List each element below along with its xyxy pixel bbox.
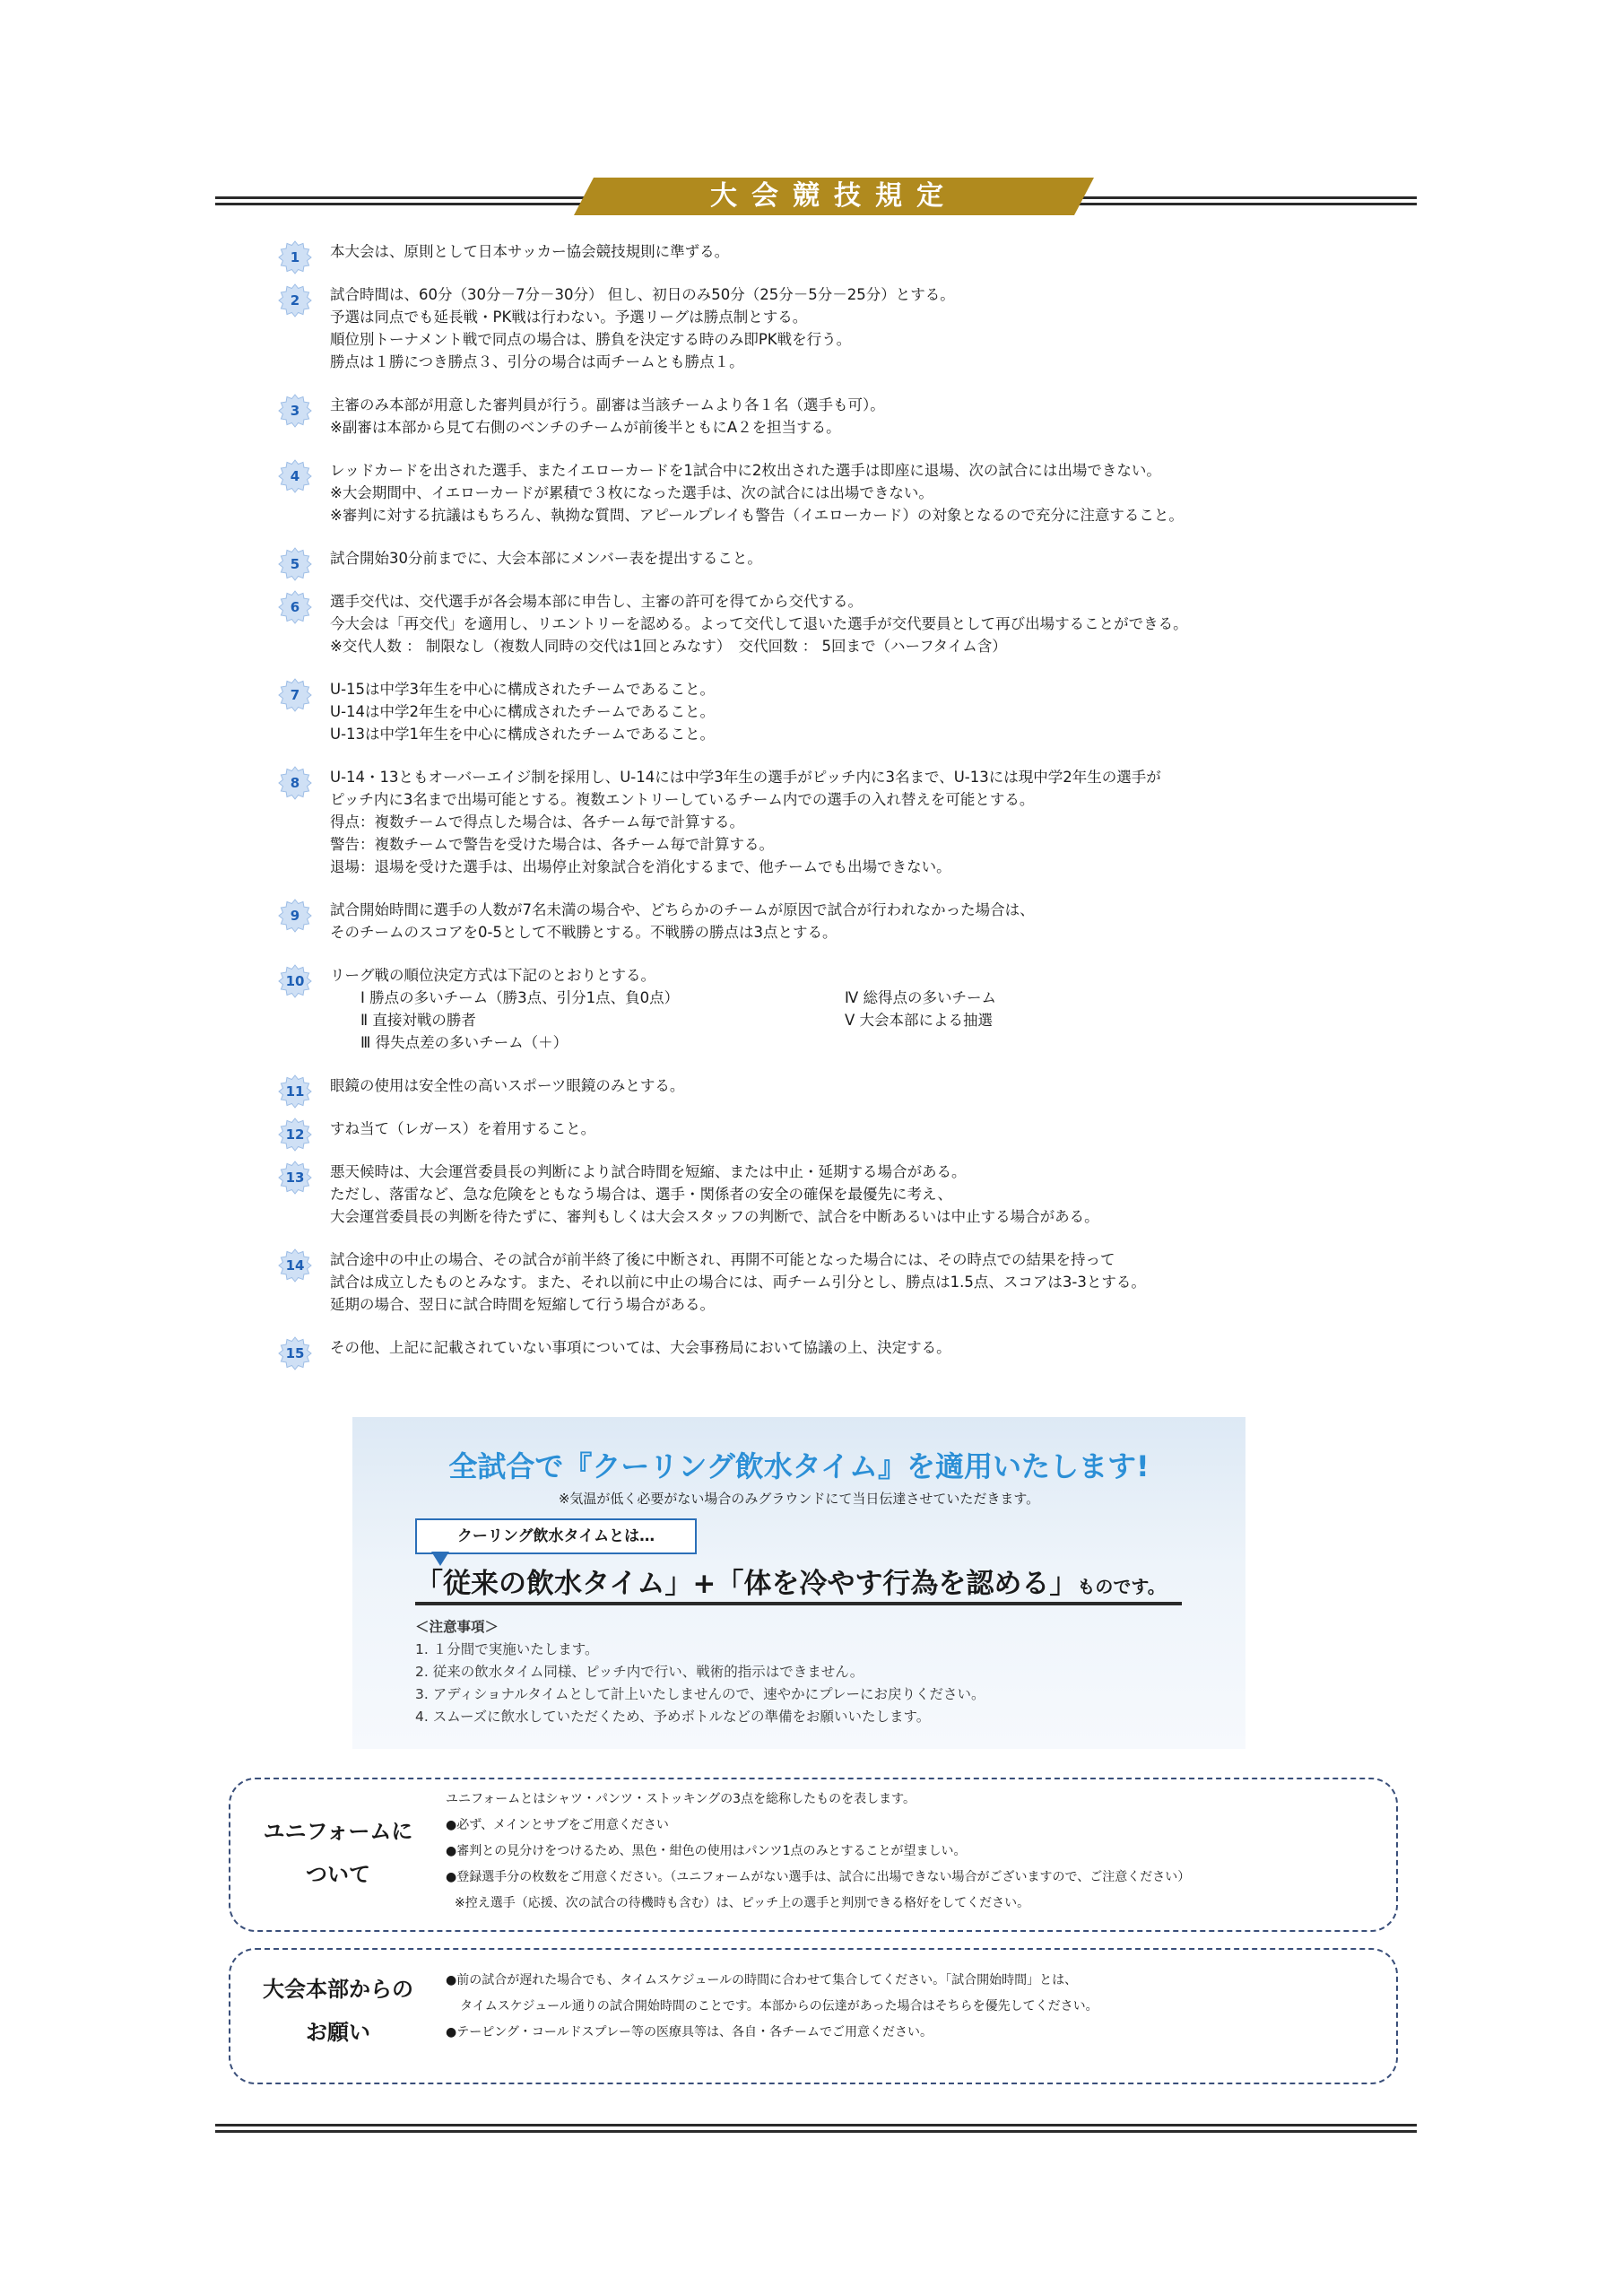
uniform-line: ユニフォームとはシャツ・パンツ・ストッキングの3点を総称したものを表します。 <box>446 1792 916 1806</box>
rule-item <box>278 766 1282 878</box>
definition-plus: + <box>692 1568 716 1600</box>
rule-text: 試合途中の中止の場合、その試合が前半終了後に中断され、再開不可能となった場合には、その時点での結果を持って <box>330 1251 1115 1268</box>
uniform-line: ※控え選手（応援、次の試合の待機時も含む）は、ピッチ上の選手と判別できる格好をしてください。 <box>455 1896 1030 1910</box>
rule-text: 眼鏡の使用は安全性の高いスポーツ眼鏡のみとする。 <box>330 1077 685 1094</box>
rule-text: 試合は成立したものとみなす。また、それ以前に中止の場合には、両チーム引分とし、勝点は1.5点、スコアは3-3とする。 <box>330 1274 1146 1291</box>
rule-text: U-15は中学3年生を中心に構成されたチームであること。 <box>330 681 716 698</box>
request-line: タイムスケジュール通りの試合開始時間のことです。本部からの伝達があった場合はそちらを優先してください。 <box>460 1999 1098 2013</box>
rule-text: ※大会期間中、イエローカードが累積で３枚になった選手は、次の試合には出場できない。 <box>330 484 933 501</box>
rule-item <box>278 459 1282 526</box>
rule-item <box>278 1336 1282 1359</box>
rule-text: 得点：複数チームで得点した場合は、各チーム毎で計算する。 <box>330 813 744 831</box>
rule-number-badge: 3 <box>278 394 312 428</box>
rule-text: 試合開始時間に選手の人数が7名未満の場合や、どちらかのチームが原因で試合が行われなかった場合は、 <box>330 901 1035 918</box>
criteria-right <box>814 987 996 1054</box>
rule-number-badge: 12 <box>278 1118 312 1152</box>
rule-text: U-14は中学2年生を中心に構成されたチームであること。 <box>330 703 716 720</box>
page-title: 大会競技規定 <box>710 180 958 212</box>
rules-list <box>278 240 1282 1379</box>
request-line: ●テーピング・コールドスプレー等の医療具等は、各自・各チームでご用意ください。 <box>446 2025 933 2039</box>
uniform-info-box <box>229 1778 1398 1932</box>
rule-text: ピッチ内に3名まで出場可能とする。複数エントリーしているチーム内での選手の入れ替えを可能とする。 <box>330 791 1035 808</box>
cooling-subtitle: ※気温が低く必要がない場合のみグラウンドにて当日伝達させていただきます。 <box>558 1491 1040 1507</box>
rule-item <box>278 240 1282 263</box>
rule-text: 本大会は、原則として日本サッカー協会競技規則に準ずる。 <box>330 243 730 260</box>
title-band <box>574 178 1094 215</box>
cooling-title: 全試合で『クーリング飲水タイム』を適用いたします! <box>448 1449 1150 1483</box>
note-item: 3. アディショナルタイムとして計上いたしませんので、速やかにプレーにお戻りください。 <box>415 1686 985 1702</box>
rule-number-badge: 1 <box>278 240 312 274</box>
rule-item <box>278 394 1282 439</box>
criteria-item: Ⅱ 直接対戦の勝者 <box>360 1012 476 1029</box>
rule-text: ※副審は本部から見て右側のベンチのチームが前後半ともにA２を担当する。 <box>330 419 841 436</box>
rule-text: ※審判に対する抗議はもちろん、執拗な質問、アピールプレイも警告（イエローカード）の対象となるので充分に注意すること。 <box>330 507 1184 524</box>
criteria-item: Ⅳ 総得点の多いチーム <box>845 989 996 1006</box>
rule-item <box>278 1074 1282 1100</box>
rule-number-badge: 7 <box>278 678 312 712</box>
criteria-left <box>330 987 814 1054</box>
rule-text: そのチームのスコアを0-5として不戦勝とする。不戦勝の勝点は3点とする。 <box>330 924 838 941</box>
rule-item <box>278 899 1282 944</box>
rule-text: ただし、落雷など、急な危険をともなう場合は、選手・関係者の安全の確保を最優先に考え、 <box>330 1186 952 1203</box>
notes-header: ＜注意事項＞ <box>415 1619 499 1635</box>
definition-underline <box>415 1602 1182 1605</box>
cooling-definition <box>415 1561 1166 1601</box>
rule-text: 今大会は「再交代」を適用し、リエントリーを認める。よって交代して退いた選手が交代要員として再び出場することができる。 <box>330 615 1188 632</box>
cooling-callout: クーリング飲水タイムとは… <box>415 1518 697 1554</box>
rule-item <box>278 1118 1282 1143</box>
request-box-text <box>446 1968 1098 2046</box>
definition-part-2: 「体を冷やす行為を認める」 <box>716 1568 1078 1600</box>
rule-number-badge: 6 <box>278 590 312 624</box>
cooling-break-panel <box>352 1417 1245 1749</box>
note-item: 4. スムーズに飲水していただくため、予めボトルなどの準備をお願いいたします。 <box>415 1709 931 1725</box>
rule-text: 選手交代は、交代選手が各会場本部に申告し、主審の許可を得てから交代する。 <box>330 593 863 610</box>
rule-text: 大会運営委員長の判断を待たずに、審判もしくは大会スタッフの判断で、試合を中断あるいは中止する場合がある。 <box>330 1208 1099 1225</box>
rule-text: U-14・13ともオーバーエイジ制を採用し、U-14には中学3年生の選手がピッチ内に3名まで、U-13には現中学2年生の選手が <box>330 769 1161 786</box>
uniform-line: ●登録選手分の枚数をご用意ください。（ユニフォームがない選手は、試合に出場できない場合がございますので、ご注意ください） <box>446 1870 1191 1884</box>
rule-number-badge: 9 <box>278 899 312 933</box>
criteria-item: Ⅰ 勝点の多いチーム（勝3点、引分1点、負0点） <box>360 989 680 1006</box>
rule-text: その他、上記に記載されていない事項については、大会事務局において協議の上、決定する。 <box>330 1339 951 1356</box>
request-line: ●前の試合が遅れた場合でも、タイムスケジュールの時間に合わせて集合してください。「試合開始時間」とは、 <box>446 1973 1078 1987</box>
rule-text: 順位別トーナメント戦で同点の場合は、勝負を決定する時のみ即PK戦を行う。 <box>330 331 852 348</box>
rule-item <box>278 678 1282 745</box>
footer-rule-top <box>215 2124 1417 2126</box>
rule-text: すね当て（レガース）を着用すること。 <box>330 1120 596 1137</box>
rule-text: U-13は中学1年生を中心に構成されたチームであること。 <box>330 726 716 743</box>
rule-text: 悪天候時は、大会運営委員長の判断により試合時間を短縮、または中止・延期する場合がある。 <box>330 1163 967 1180</box>
rule-item <box>278 547 1282 570</box>
footer-rule-bottom <box>215 2130 1417 2133</box>
definition-suffix: ものです。 <box>1077 1576 1166 1597</box>
uniform-box-text <box>446 1787 1190 1917</box>
rule-number-badge: 10 <box>278 964 312 998</box>
cooling-notes <box>415 1616 985 1728</box>
request-box-label: 大会本部からの お願い <box>263 1977 413 2045</box>
rule-number-badge: 8 <box>278 766 312 800</box>
rule-text: 退場：退場を受けた選手は、出場停止対象試合を消化するまで、他チームでも出場できない。 <box>330 858 951 875</box>
definition-part-1: 「従来の飲水タイム」 <box>415 1568 693 1600</box>
rule-text: ※交代人数 ： 制限なし（複数人同時の交代は1回とみなす） 交代回数 ： 5回まで（ハーフタイム含） <box>330 638 1007 655</box>
rule-number-badge: 15 <box>278 1336 312 1370</box>
rule-text: リーグ戦の順位決定方式は下記のとおりとする。 <box>330 967 655 984</box>
ranking-criteria <box>330 987 1282 1054</box>
rule-item <box>278 590 1282 657</box>
rule-text: 試合時間は、60分（30分－7分－30分） 但し、初日のみ50分（25分－5分－25分）とする。 <box>330 286 955 303</box>
title-header <box>215 175 1417 220</box>
rule-item <box>278 1248 1282 1316</box>
rule-number-badge: 4 <box>278 459 312 493</box>
hq-request-box <box>229 1948 1398 2084</box>
rule-text: 警告：複数チームで警告を受けた場合は、各チーム毎で計算する。 <box>330 836 774 853</box>
rule-text: 延期の場合、翌日に試合時間を短縮して行う場合がある。 <box>330 1296 715 1313</box>
rule-number-badge: 14 <box>278 1248 312 1283</box>
note-item: 2. 従来の飲水タイム同様、ピッチ内で行い、戦術的指示はできません。 <box>415 1664 864 1680</box>
rule-item <box>278 964 1282 1054</box>
uniform-box-label: ユニフォームに ついて <box>263 1819 413 1887</box>
rule-number-badge: 2 <box>278 283 312 317</box>
rule-text: レッドカードを出された選手、またイエローカードを1試合中に2枚出された選手は即座に退場、次の試合には出場できない。 <box>330 462 1161 479</box>
note-item: 1. １分間で実施いたします。 <box>415 1641 599 1657</box>
criteria-item: Ⅲ 得失点差の多いチーム（＋） <box>360 1034 568 1051</box>
rule-text: 勝点は１勝につき勝点３、引分の場合は両チームとも勝点１。 <box>330 353 744 370</box>
rule-item <box>278 283 1282 373</box>
rule-text: 試合開始30分前までに、大会本部にメンバー表を提出すること。 <box>330 550 762 567</box>
rule-number-badge: 5 <box>278 547 312 581</box>
uniform-line: ●必ず、メインとサブをご用意ください <box>446 1818 669 1832</box>
rule-text: 主審のみ本部が用意した審判員が行う。副審は当該チームより各１名（選手も可）。 <box>330 396 885 413</box>
rule-item <box>278 1161 1282 1228</box>
rule-text: 予選は同点でも延長戦・PK戦は行わない。予選リーグは勝点制とする。 <box>330 309 808 326</box>
uniform-line: ●審判との見分けをつけるため、黒色・紺色の使用はパンツ1点のみとすることが望ましい。 <box>446 1844 967 1858</box>
rule-number-badge: 13 <box>278 1161 312 1195</box>
criteria-item: Ⅴ 大会本部による抽選 <box>845 1012 994 1029</box>
rule-number-badge: 11 <box>278 1074 312 1109</box>
